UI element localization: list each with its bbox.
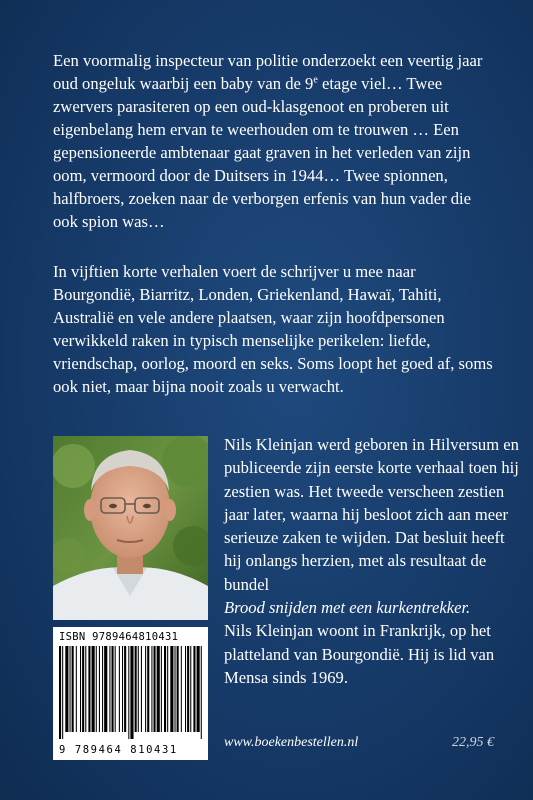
synopsis-text-2: etage viel… Twee zwervers parasiteren op een oud-klasgenoot en proberen uit eigenbelang hem ervan te weerhouden om te trouwen … Een gepensioneerde ambtenaar gaat graven in het verleden van zijn oom, vermoord door de Duitsers in 1944… Twee spionnen, halfbroers, zoeken naar de verborgen erfenis van hun vader die ook spion was… <box>53 74 472 231</box>
barcode-bar <box>170 646 173 732</box>
bio-text-1: Nils Kleinjan werd geboren in Hilversum en publiceerde zijn eerste korte verhaal toen hij zestien was. Het tweede verscheen zestien jaar later, waarna hij besloot zich aan meer serieuze zaken te wijden. Dat besluit heeft hij onlangs herzien, met als resultaat de bundel <box>224 435 519 594</box>
barcode-bar <box>92 646 95 732</box>
barcode-bar <box>135 646 137 732</box>
barcode-bar <box>145 646 146 732</box>
barcode-bar <box>151 646 152 732</box>
barcode-bar <box>80 646 81 732</box>
author-bio <box>224 433 524 689</box>
barcode-bars <box>59 646 202 739</box>
barcode-bar <box>164 646 166 732</box>
barcode-bar <box>85 646 86 732</box>
barcode-bar <box>128 646 129 739</box>
barcode-bar <box>96 646 97 732</box>
barcode-bar <box>177 646 179 732</box>
synopsis-text-1: Een voormalig inspecteur van politie onderzoekt een veertig jaar oud ongeluk waarbij een baby van de 9 <box>53 51 483 93</box>
barcode-bar <box>112 646 114 732</box>
barcode-bar <box>59 646 61 739</box>
author-photo <box>53 436 208 620</box>
barcode-bar <box>115 646 116 732</box>
barcode-bar <box>138 646 139 732</box>
barcode-bar <box>201 646 202 739</box>
barcode-bar <box>154 646 156 732</box>
barcode-bar <box>167 646 168 732</box>
barcode-bar <box>82 646 84 732</box>
isbn-label: ISBN 9789464810431 <box>59 631 179 643</box>
barcode-bar <box>147 646 149 732</box>
barcode-bar <box>88 646 90 732</box>
isbn-barcode <box>53 627 208 760</box>
barcode-bar <box>141 646 142 732</box>
barcode-bar <box>72 646 74 732</box>
stories-paragraph: In vijftien korte verhalen voert de schrijver u mee naar Bourgondië, Biarritz, Londen, Griekenland, Hawaï, Tahiti, Australië en vele andere plaatsen, waar zijn hoofdpersonen verwikkeld raken in typisch menselijke perikelen: liefde, vriendschap, oorlog, moord en seks. Soms loopt het goed af, soms ook niet, maar bijna nooit zoals u verwacht. <box>53 262 493 396</box>
barcode-bar <box>187 646 189 732</box>
superscript-e: e <box>313 74 318 86</box>
author-portrait-image <box>53 436 208 620</box>
synopsis-paragraph <box>53 49 493 233</box>
barcode-bar <box>102 646 103 732</box>
price-label: 22,95 € <box>452 735 494 750</box>
barcode-bar <box>119 646 120 732</box>
website-url: www.boekenbestellen.nl <box>224 735 359 750</box>
barcode-bar <box>197 646 200 732</box>
barcode-bar <box>175 646 176 732</box>
barcode-bar <box>181 646 182 732</box>
barcode-bar <box>70 646 71 732</box>
bio-text-2: Nils Kleinjan woont in Frankrijk, op het platteland van Bourgondië. Hij is lid van Mensa sinds 1969. <box>224 621 495 687</box>
isbn-digits: 9 789464 810431 <box>59 744 178 756</box>
barcode-bar <box>124 646 126 732</box>
barcode-bar <box>104 646 107 732</box>
barcode-bar <box>185 646 186 732</box>
barcode-bar <box>65 646 68 732</box>
barcode-bar <box>109 646 110 732</box>
barcode-bar <box>62 646 63 739</box>
barcode-bar <box>122 646 123 732</box>
barcode-bar <box>161 646 162 732</box>
barcode-bar <box>99 646 100 732</box>
barcode-bar <box>190 646 191 732</box>
book-title: Brood snijden met een kurkentrekker. <box>224 598 471 618</box>
barcode-bar <box>76 646 77 732</box>
barcode-bar <box>193 646 195 732</box>
barcode-bar <box>157 646 160 732</box>
barcode-bar <box>130 646 133 739</box>
